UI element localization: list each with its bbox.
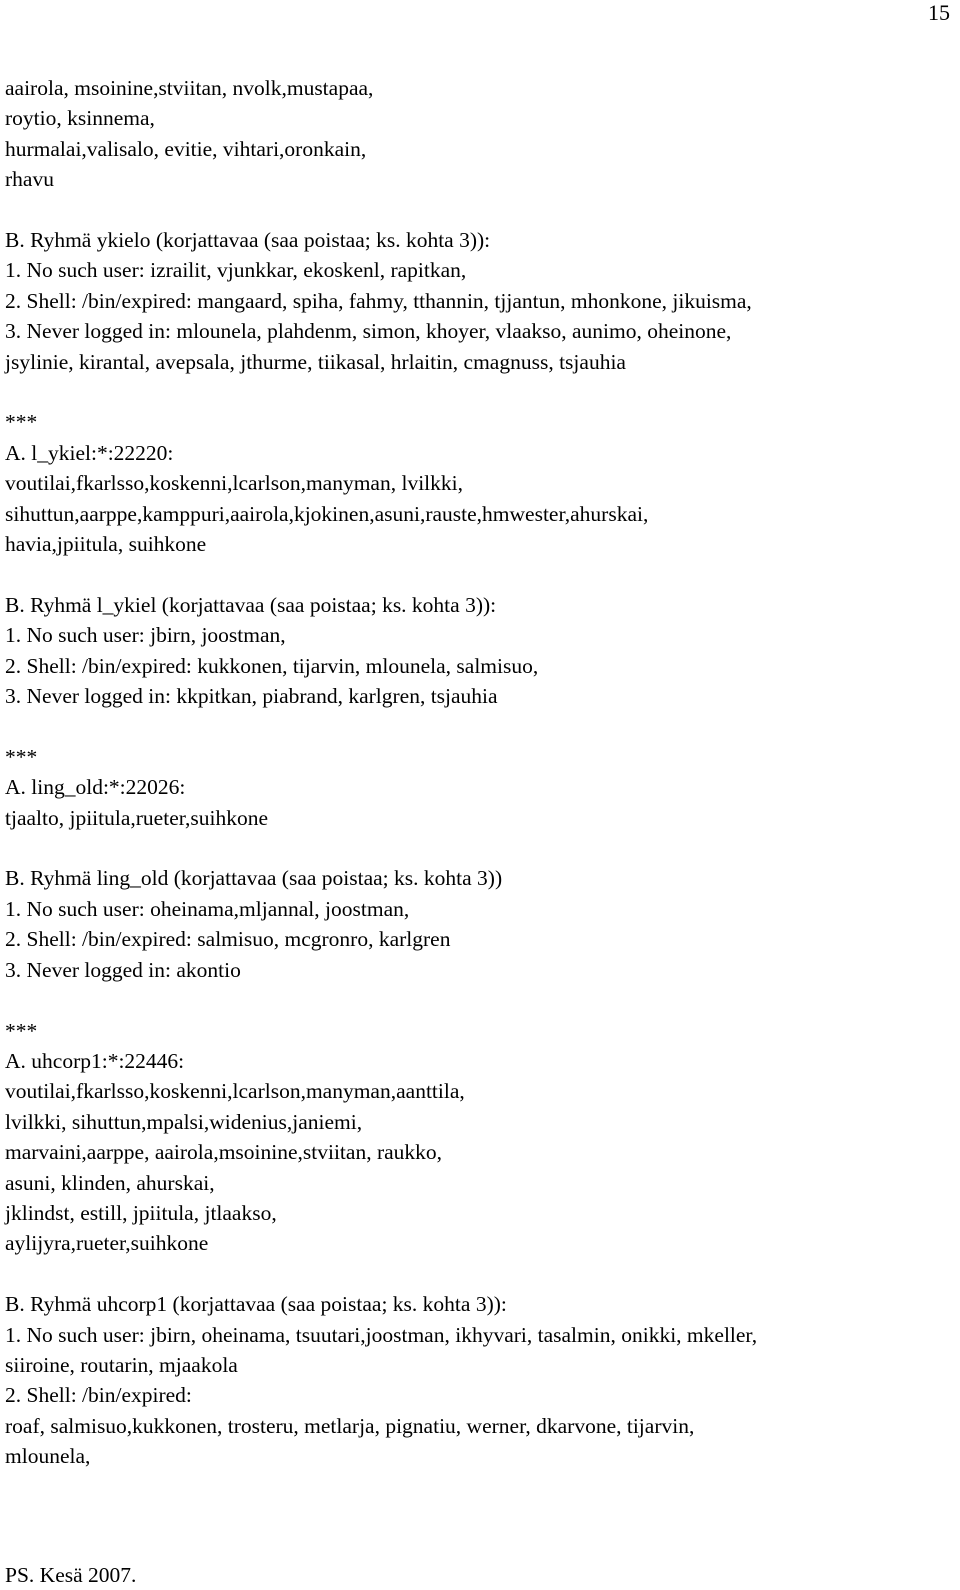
text-line: voutilai,fkarlsso,koskenni,lcarlson,manyman, lvilkki, xyxy=(5,471,463,496)
text-line: B. Ryhmä uhcorp1 (korjattavaa (saa poistaa; ks. kohta 3)): xyxy=(5,1292,507,1317)
blank-line xyxy=(5,195,946,225)
text-line: siiroine, routarin, mjaakola xyxy=(5,1352,238,1377)
text-line: 2. Shell: /bin/expired: kukkonen, tijarvin, mlounela, salmisuo, xyxy=(5,653,539,678)
text-line: aairola, msoinine,stviitan, nvolk,mustapaa, xyxy=(5,76,374,100)
section-separator: *** xyxy=(5,1018,38,1043)
text-line: rhavu xyxy=(5,167,54,192)
text-line: aylijyra,rueter,suihkone xyxy=(5,1231,209,1256)
text-line: 1. No such user: jbirn, joostman, xyxy=(5,623,286,648)
text-line: 1. No such user: izrailit, vjunkkar, ekoskenl, rapitkan, xyxy=(5,258,467,283)
text-line: A. ling_old:*:22026: xyxy=(5,775,186,800)
blank-line xyxy=(5,833,946,863)
blank-line xyxy=(5,711,946,741)
text-line: A. l_ykiel:*:22220: xyxy=(5,440,174,465)
text-line: 2. Shell: /bin/expired: mangaard, spiha, fahmy, tthannin, tjjantun, mhonkone, jikuisma, xyxy=(5,288,752,313)
text-line: tjaalto, jpiitula,rueter,suihkone xyxy=(5,805,269,830)
text-line: roytio, ksinnema, xyxy=(5,106,155,131)
text-line: lvilkki, sihuttun,mpalsi,widenius,janiemi, xyxy=(5,1109,363,1134)
text-line: jklindst, estill, jpiitula, jtlaakso, xyxy=(5,1200,277,1225)
text-line: havia,jpiitula, suihkone xyxy=(5,532,207,557)
text-line: 2. Shell: /bin/expired: salmisuo, mcgronro, karlgren xyxy=(5,927,451,952)
text-line: asuni, klinden, ahurskai, xyxy=(5,1170,215,1195)
section-separator: *** xyxy=(5,410,38,435)
text-line: jsylinie, kirantal, avepsala, jthurme, tiikasal, hrlaitin, cmagnuss, tsjauhia xyxy=(5,349,626,374)
text-line: B. Ryhmä l_ykiel (korjattavaa (saa poistaa; ks. kohta 3)): xyxy=(5,592,497,617)
text-line: 3. Never logged in: kkpitkan, piabrand, karlgren, tsjauhia xyxy=(5,684,498,709)
text-line: A. uhcorp1:*:22446: xyxy=(5,1048,185,1073)
text-line: mlounela, xyxy=(5,1444,91,1469)
text-line: 3. Never logged in: akontio xyxy=(5,957,241,982)
text-line: B. Ryhmä ykielo (korjattavaa (saa poistaa; ks. kohta 3)): xyxy=(5,228,491,253)
text-line: sihuttun,aarppe,kamppuri,aairola,kjokinen,asuni,rauste,hmwester,ahurskai, xyxy=(5,501,649,526)
blank-line xyxy=(5,985,946,1015)
text-line: hurmalai,valisalo, evitie, vihtari,oronkain, xyxy=(5,136,367,161)
blank-line xyxy=(5,1259,946,1289)
text-line: B. Ryhmä ling_old (korjattavaa (saa poistaa; ks. kohta 3)) xyxy=(5,866,503,891)
section-separator: *** xyxy=(5,744,38,769)
text-line: roaf, salmisuo,kukkonen, trosteru, metlarja, pignatiu, werner, dkarvone, tijarvin, xyxy=(5,1413,695,1438)
blank-line xyxy=(5,559,946,589)
page-footer: PS. Kesä 2007. xyxy=(5,1563,137,1587)
text-line: marvaini,aarppe, aairola,msoinine,stviitan, raukko, xyxy=(5,1140,443,1165)
text-line: 1. No such user: jbirn, oheinama, tsuutari,joostman, ikhyvari, tasalmin, onikki, mkeller, xyxy=(5,1322,758,1347)
text-line: voutilai,fkarlsso,koskenni,lcarlson,manyman,aanttila, xyxy=(5,1079,465,1104)
page-number: 15 xyxy=(928,0,950,25)
text-line: 1. No such user: oheinama,mljannal, joostman, xyxy=(5,896,410,921)
document-body xyxy=(5,73,946,1472)
text-line: 3. Never logged in: mlounela, plahdenm, simon, khoyer, vlaakso, aunimo, oheinone, xyxy=(5,319,732,344)
text-line: 2. Shell: /bin/expired: xyxy=(5,1383,192,1408)
blank-line xyxy=(5,377,946,407)
